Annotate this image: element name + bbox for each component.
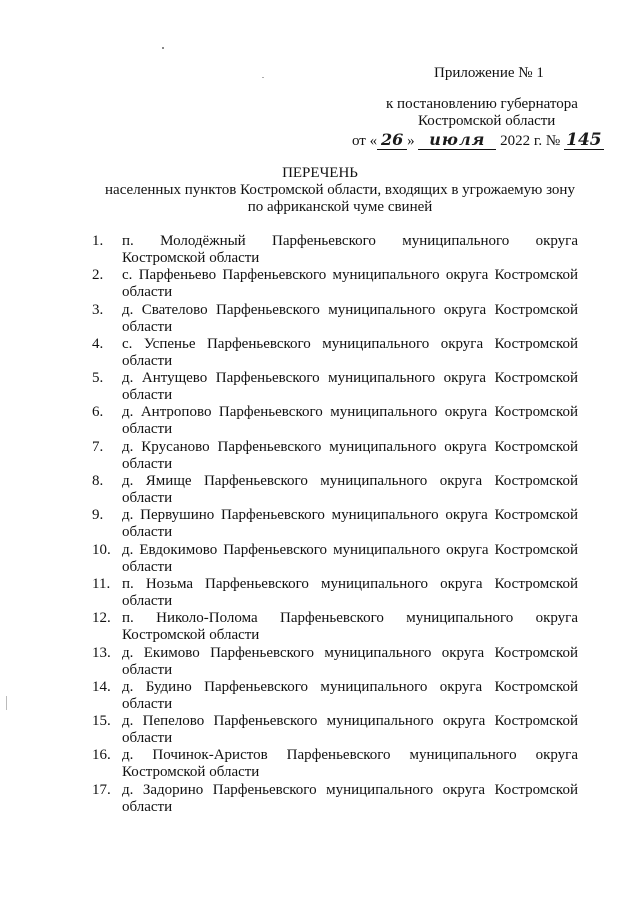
item-text <box>122 747 578 781</box>
date-prefix: от « <box>352 133 378 149</box>
item-text <box>122 542 578 576</box>
list-item <box>92 370 578 404</box>
item-text-continuation: области <box>122 730 173 747</box>
item-text-line: п. Нозьма Парфеньевского муниципального округа Костромской <box>122 575 578 592</box>
handwritten-decree-number: 145 <box>564 131 604 150</box>
subtitle-line: населенных пунктов Костромской области, входящих в угрожаемую зону <box>105 182 575 198</box>
item-text-line: п. Молодёжный Парфеньевского муниципального округа <box>122 233 578 249</box>
handwritten-day: 26 <box>377 131 407 150</box>
date-year: 2022 г. № <box>500 133 561 149</box>
item-text-line: д. Первушино Парфеньевского муниципального округа Костромской <box>122 507 578 524</box>
item-text <box>122 576 578 610</box>
document-subtitle <box>80 182 600 216</box>
item-text-continuation: области <box>122 490 173 507</box>
item-number: 9. <box>92 507 104 524</box>
item-number: 7. <box>92 438 104 455</box>
item-text-line: д. Пепелово Парфеньевского муниципального округа Костромской <box>122 713 578 730</box>
item-text-line: с. Парфеньево Парфеньевского муниципального округа Костромской <box>122 267 578 284</box>
item-text <box>122 267 578 301</box>
item-number: 4. <box>92 335 104 352</box>
item-number: 5. <box>92 370 104 387</box>
item-text-continuation: области <box>122 524 173 541</box>
date-quote: » <box>407 133 415 149</box>
list-item <box>92 542 578 576</box>
item-text-continuation: области <box>122 387 173 404</box>
item-text-line: д. Задорино Парфеньевского муниципального округа Костромской <box>122 781 578 798</box>
list-item <box>92 679 578 713</box>
item-text <box>122 233 578 267</box>
item-text-continuation: Костромской области <box>122 627 260 644</box>
scan-speck <box>262 77 264 78</box>
item-text-continuation: области <box>122 558 173 575</box>
item-text-continuation: области <box>122 695 173 712</box>
item-text-continuation: области <box>122 661 173 678</box>
item-text <box>122 782 578 816</box>
item-text-continuation: области <box>122 284 173 301</box>
item-text-continuation: области <box>122 318 173 335</box>
item-text-line: д. Антущево Парфеньевского муниципального округа Костромской <box>122 370 578 387</box>
appendix-label: Приложение № 1 <box>434 65 544 81</box>
item-number: 10. <box>92 541 111 558</box>
item-number: 15. <box>92 713 111 730</box>
item-text-line: д. Будино Парфеньевского муниципального округа Костромской <box>122 678 578 695</box>
item-text-line: д. Свателово Парфеньевского муниципального округа Костромской <box>122 301 578 318</box>
item-text-line: д. Починок-Аристов Парфеньевского муниципального округа <box>122 747 578 764</box>
decree-date-line <box>352 131 604 150</box>
item-text-line: д. Ямище Парфеньевского муниципального округа Костромской <box>122 473 578 490</box>
item-text-continuation: Костромской области <box>122 764 260 781</box>
item-text-continuation: области <box>122 455 173 472</box>
scan-speck <box>162 47 164 49</box>
item-text-continuation: области <box>122 421 173 438</box>
list-item <box>92 507 578 541</box>
list-item <box>92 747 578 781</box>
item-text-line: д. Антропово Парфеньевского муниципального округа Костромской <box>122 404 578 421</box>
item-number: 2. <box>92 267 104 284</box>
item-text-continuation: области <box>122 798 173 815</box>
item-number: 3. <box>92 301 104 318</box>
item-text <box>122 679 578 713</box>
item-number: 6. <box>92 404 104 421</box>
item-text-line: с. Успенье Парфеньевского муниципального округа Костромской <box>122 335 578 352</box>
item-number: 8. <box>92 473 104 490</box>
list-item <box>92 576 578 610</box>
list-item <box>92 233 578 267</box>
list-item <box>92 645 578 679</box>
item-number: 1. <box>92 233 104 249</box>
item-text-continuation: Костромской области <box>122 250 260 266</box>
list-item <box>92 267 578 301</box>
list-item <box>92 610 578 644</box>
item-number: 17. <box>92 781 111 798</box>
settlement-list <box>92 233 578 816</box>
item-text <box>122 439 578 473</box>
decree-reference: к постановлению губернатора <box>386 96 578 112</box>
item-text-line: д. Евдокимово Парфеньевского муниципального округа Костромской <box>122 541 578 558</box>
item-number: 11. <box>92 575 111 592</box>
scan-speck <box>6 696 7 710</box>
decree-region: Костромской области <box>418 113 556 129</box>
item-text <box>122 507 578 541</box>
list-item <box>92 439 578 473</box>
item-number: 16. <box>92 747 111 764</box>
item-text-continuation: области <box>122 592 173 609</box>
subtitle-line: по африканской чуме свиней <box>247 199 433 215</box>
document-title: ПЕРЕЧЕНЬ <box>282 165 358 181</box>
list-item <box>92 713 578 747</box>
item-text-line: д. Крусаново Парфеньевского муниципального округа Костромской <box>122 438 578 455</box>
item-text <box>122 645 578 679</box>
item-text-line: п. Николо-Полома Парфеньевского муниципального округа <box>122 610 578 627</box>
item-text <box>122 610 578 644</box>
item-text-line: д. Екимово Парфеньевского муниципального округа Костромской <box>122 644 578 661</box>
list-item <box>92 302 578 336</box>
item-text <box>122 336 578 370</box>
list-item <box>92 336 578 370</box>
list-item <box>92 404 578 438</box>
item-number: 12. <box>92 610 111 627</box>
item-text-continuation: области <box>122 352 173 369</box>
item-text <box>122 302 578 336</box>
list-item <box>92 782 578 816</box>
list-item <box>92 473 578 507</box>
item-number: 14. <box>92 678 111 695</box>
item-number: 13. <box>92 644 111 661</box>
item-text <box>122 404 578 438</box>
handwritten-month: июля <box>418 131 496 150</box>
item-text <box>122 473 578 507</box>
item-text <box>122 713 578 747</box>
item-text <box>122 370 578 404</box>
